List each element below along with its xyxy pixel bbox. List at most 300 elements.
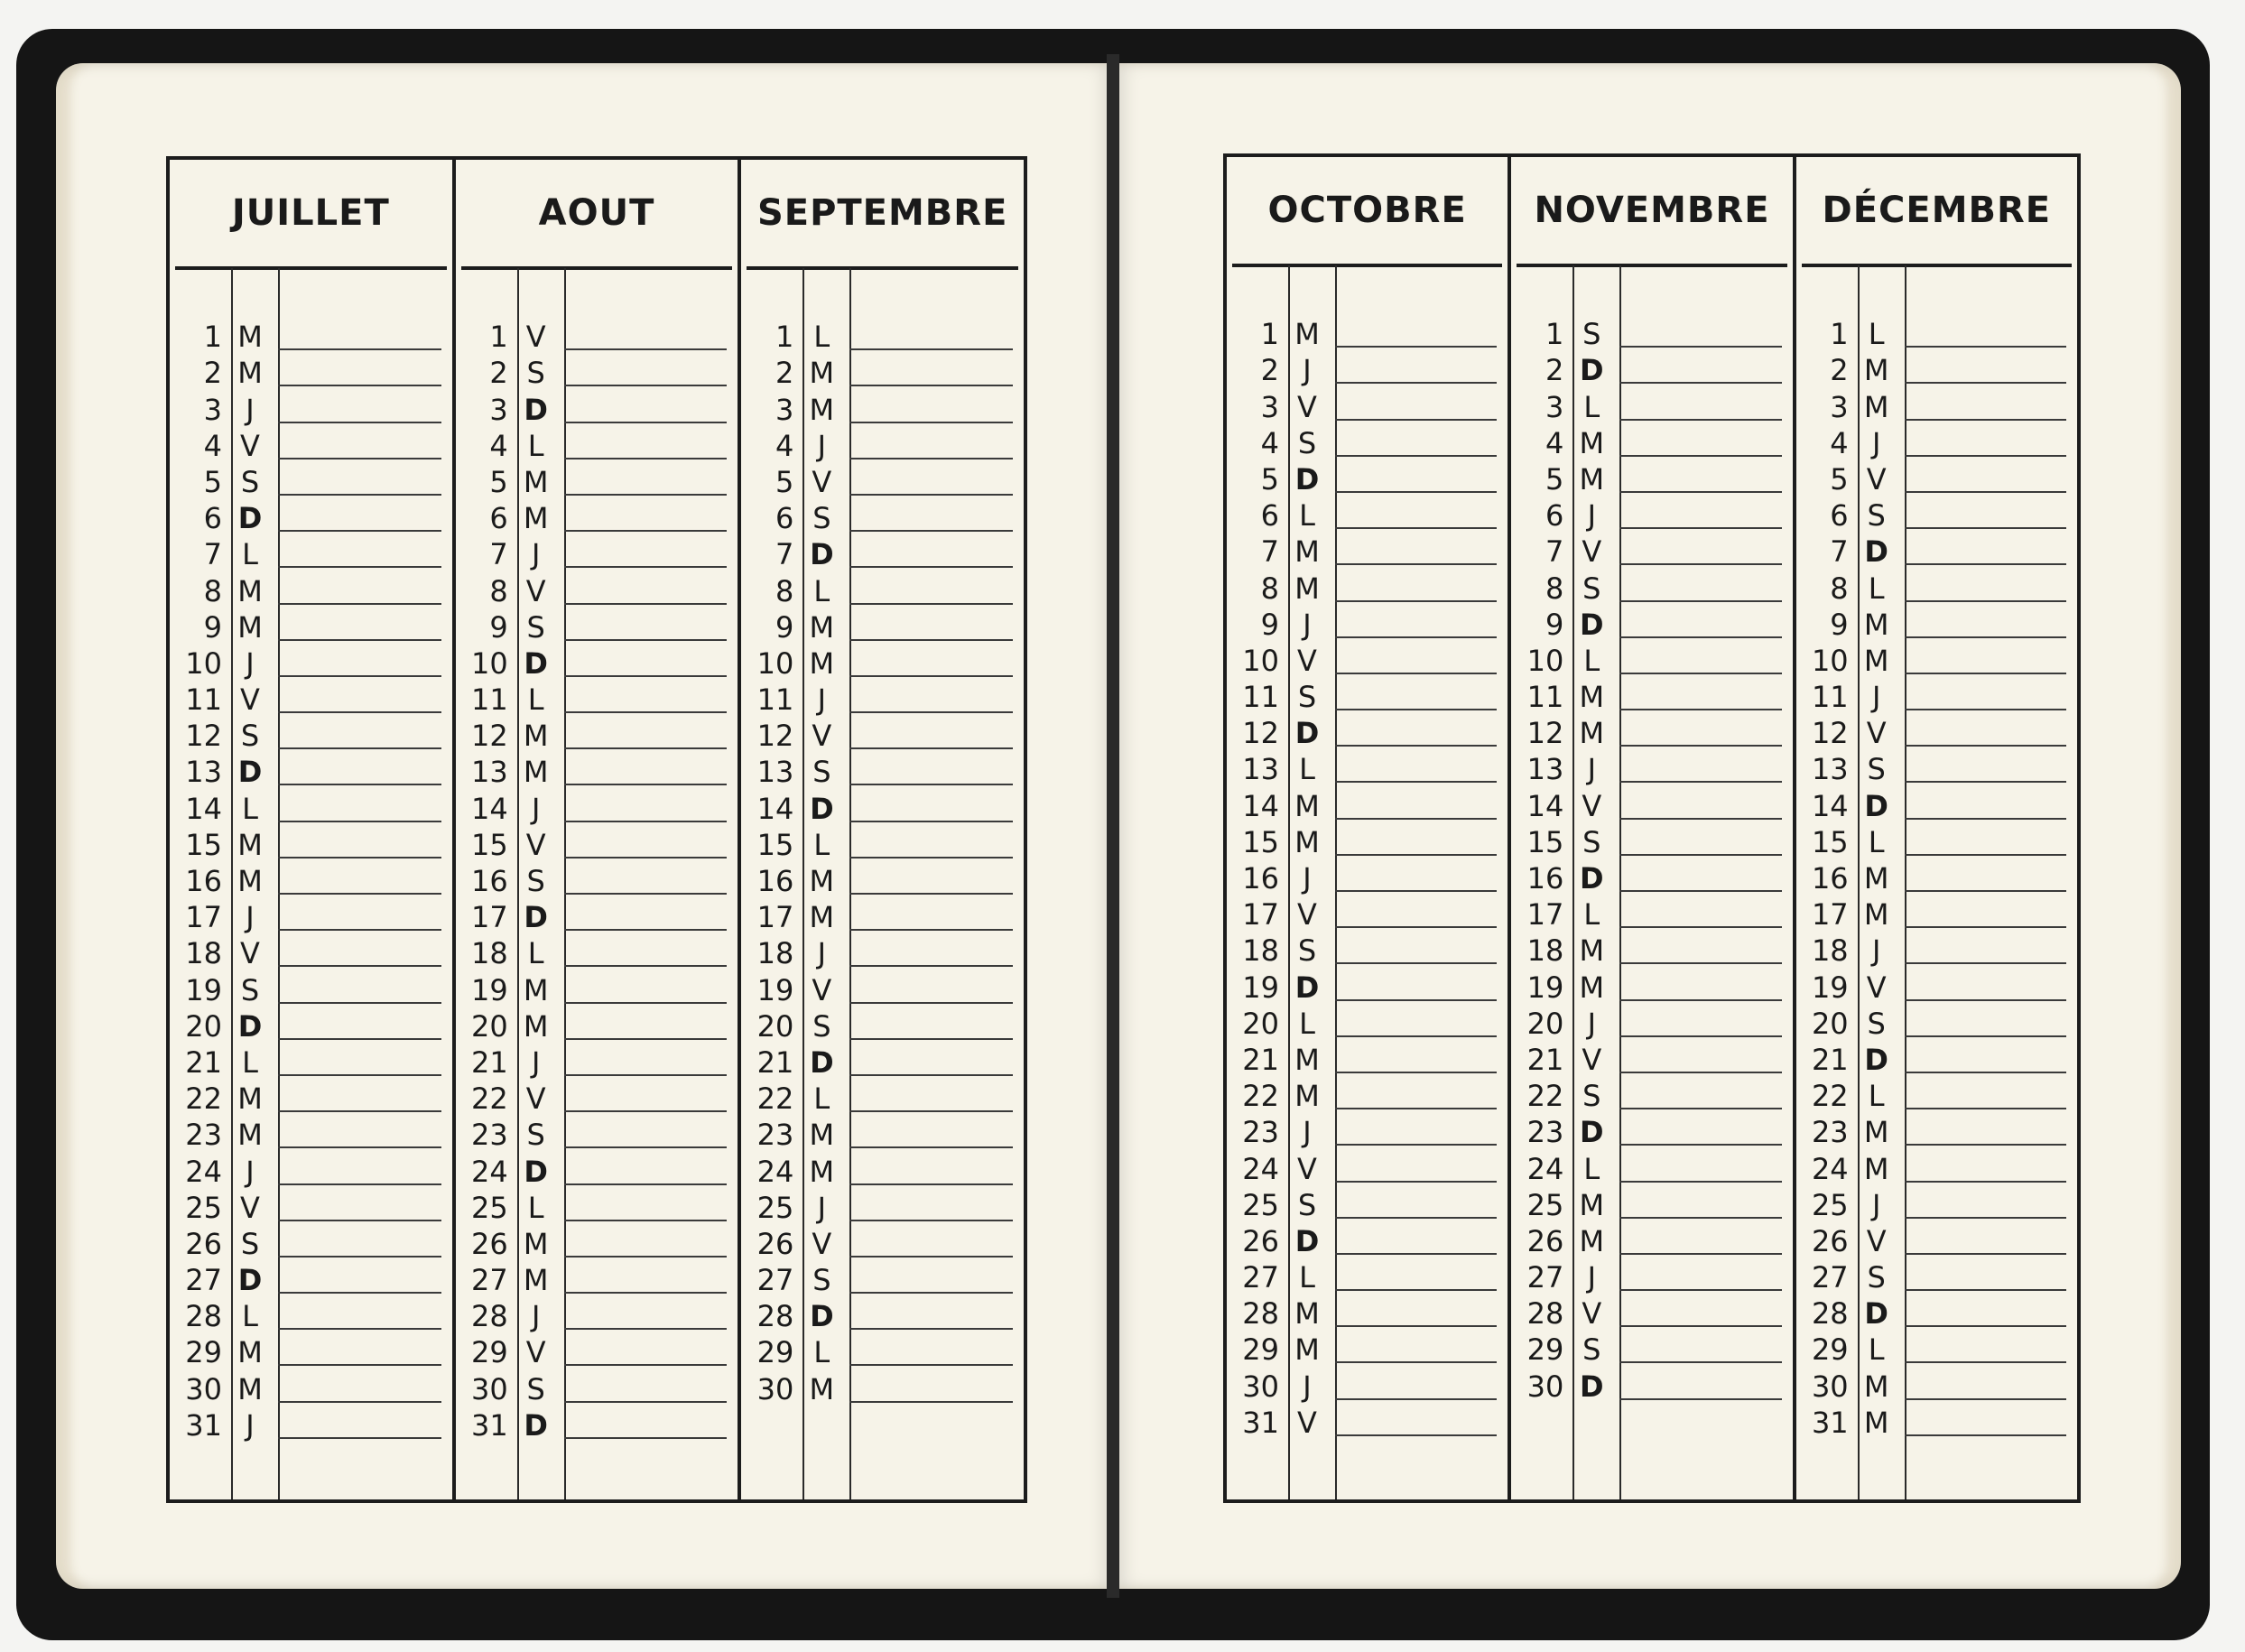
month-column [1511,157,1795,1499]
day-number: 9 [1260,607,1279,642]
day-row [741,427,1024,463]
note-line[interactable] [564,639,728,641]
note-line[interactable] [849,929,1013,931]
note-line[interactable] [564,1110,728,1112]
day-row [1796,533,2077,569]
note-line[interactable] [1905,781,2066,783]
note-line[interactable] [849,1364,1013,1366]
note-line[interactable] [1619,962,1781,964]
note-line[interactable] [564,1256,728,1258]
note-line[interactable] [849,1002,1013,1004]
note-line[interactable] [849,639,1013,641]
day-row [1511,497,1792,533]
note-line[interactable] [1335,745,1497,747]
note-line[interactable] [849,385,1013,386]
note-line[interactable] [278,530,441,532]
weekday-letter: M [237,609,263,645]
day-number: 27 [1526,1260,1564,1295]
day-number: 19 [756,972,794,1007]
weekday-letter: V [812,972,832,1007]
note-line[interactable] [1905,600,2066,602]
note-line[interactable] [849,566,1013,568]
note-line[interactable] [1619,600,1781,602]
day-row [1511,1186,1792,1222]
weekday-letter: L [1868,571,1885,606]
note-line[interactable] [278,1110,441,1112]
note-line[interactable] [564,348,728,350]
day-number: 15 [1526,824,1564,859]
note-line[interactable] [1335,999,1497,1001]
weekday-letter: M [1863,897,1889,933]
note-line[interactable] [278,1256,441,1258]
day-row [1227,497,1507,533]
note-line[interactable] [1905,673,2066,674]
month-title: DÉCEMBRE [1802,157,2072,267]
note-line[interactable] [278,821,441,822]
day-number: 30 [470,1371,508,1406]
note-line[interactable] [849,422,1013,423]
note-line[interactable] [1905,1072,2066,1073]
month-column [741,160,1024,1499]
day-row [741,681,1024,717]
weekday-letter: V [1297,643,1317,678]
note-line[interactable] [1619,491,1781,493]
note-line[interactable] [1619,1181,1781,1183]
day-number: 29 [1811,1332,1849,1368]
note-line[interactable] [1335,1325,1497,1327]
weekday-letter: M [237,1335,263,1370]
weekday-letter: M [237,827,263,862]
day-number: 4 [1830,425,1849,460]
note-line[interactable] [564,1002,728,1004]
day-row [456,463,738,499]
note-line[interactable] [564,530,728,532]
day-row [170,645,452,681]
note-line[interactable] [1335,346,1497,348]
note-line[interactable] [1619,890,1781,892]
note-line[interactable] [1905,1108,2066,1109]
note-line[interactable] [1335,818,1497,820]
note-line[interactable] [278,711,441,713]
note-line[interactable] [278,458,441,459]
day-row [170,1261,452,1297]
note-line[interactable] [1905,1217,2066,1219]
note-line[interactable] [1619,854,1781,856]
note-line[interactable] [1905,491,2066,493]
note-line[interactable] [564,1183,728,1185]
note-line[interactable] [1619,455,1781,457]
note-line[interactable] [1619,346,1781,348]
note-line[interactable] [849,821,1013,822]
note-line[interactable] [564,494,728,496]
note-line[interactable] [1619,1253,1781,1255]
weekday-letter: L [527,1190,544,1225]
note-line[interactable] [1619,1035,1781,1037]
weekday-letter: L [1868,1332,1885,1368]
day-number: 28 [470,1299,508,1334]
note-line[interactable] [278,893,441,895]
note-line[interactable] [1905,1253,2066,1255]
note-line[interactable] [278,1002,441,1004]
day-number: 28 [185,1299,222,1334]
note-line[interactable] [564,821,728,822]
note-line[interactable] [1619,527,1781,529]
day-row [1511,823,1792,859]
note-line[interactable] [278,784,441,785]
note-line[interactable] [1905,1325,2066,1327]
note-line[interactable] [1335,962,1497,964]
day-number: 30 [1526,1369,1564,1404]
note-line[interactable] [278,1074,441,1076]
note-line[interactable] [564,566,728,568]
note-line[interactable] [1335,1217,1497,1219]
weekday-letter: J [531,1044,541,1080]
note-line[interactable] [849,1074,1013,1076]
note-line[interactable] [1335,527,1497,529]
day-row [170,789,452,825]
note-line[interactable] [1905,419,2066,421]
note-line[interactable] [1619,1217,1781,1219]
day-number: 11 [470,682,508,718]
day-row [1227,786,1507,822]
note-line[interactable] [1619,999,1781,1001]
note-line[interactable] [849,1401,1013,1403]
note-line[interactable] [1335,600,1497,602]
note-line[interactable] [564,711,728,713]
day-row [456,608,738,645]
day-row [456,934,738,970]
note-line[interactable] [1905,1434,2066,1436]
note-line[interactable] [1335,382,1497,384]
day-row [170,1225,452,1261]
weekday-letter: L [813,573,830,608]
note-line[interactable] [564,857,728,858]
note-line[interactable] [1905,346,2066,348]
day-number: 13 [1242,752,1279,787]
weekday-letter: L [813,1335,830,1370]
weekday-letter: M [237,573,263,608]
weekday-letter: D [1580,1115,1604,1150]
note-line[interactable] [564,965,728,967]
day-row [456,681,738,717]
note-line[interactable] [1335,1181,1497,1183]
note-line[interactable] [849,348,1013,350]
note-line[interactable] [1335,1434,1497,1436]
day-row [741,717,1024,753]
day-row [1796,351,2077,387]
note-line[interactable] [849,893,1013,895]
day-number: 29 [1242,1332,1279,1368]
note-line[interactable] [1619,818,1781,820]
note-line[interactable] [564,1074,728,1076]
note-line[interactable] [564,1328,728,1330]
weekday-letter: J [1303,353,1312,388]
note-line[interactable] [849,530,1013,532]
day-row [1227,932,1507,968]
day-number: 22 [1526,1079,1564,1114]
note-line[interactable] [278,1146,441,1148]
day-number: 23 [470,1118,508,1153]
weekday-letter: S [812,755,831,790]
note-line[interactable] [1619,673,1781,674]
day-number: 21 [1811,1042,1849,1077]
weekday-letter: J [246,1154,255,1189]
note-line[interactable] [1335,1072,1497,1073]
note-line[interactable] [1619,1108,1781,1109]
note-line[interactable] [1905,1181,2066,1183]
note-line[interactable] [849,1146,1013,1148]
note-line[interactable] [1905,382,2066,384]
weekday-letter: J [531,791,541,826]
note-line[interactable] [1619,419,1781,421]
note-line[interactable] [564,1437,728,1439]
note-line[interactable] [278,494,441,496]
note-line[interactable] [1335,1108,1497,1109]
weekday-letter: M [1579,716,1605,751]
note-line[interactable] [1335,926,1497,928]
note-line[interactable] [849,1220,1013,1221]
weekday-letter: J [817,1190,827,1225]
note-line[interactable] [278,1328,441,1330]
day-row [1796,823,2077,859]
note-line[interactable] [1619,745,1781,747]
note-line[interactable] [1905,563,2066,565]
note-line[interactable] [1335,419,1497,421]
note-line[interactable] [849,1256,1013,1258]
note-line[interactable] [564,1292,728,1294]
note-line[interactable] [849,965,1013,967]
note-line[interactable] [1335,636,1497,638]
day-list [1227,315,1507,1440]
day-row [741,1369,1024,1406]
note-line[interactable] [564,893,728,895]
note-line[interactable] [849,458,1013,459]
note-line[interactable] [1619,1398,1781,1400]
note-line[interactable] [564,1038,728,1040]
note-line[interactable] [1619,781,1781,783]
note-line[interactable] [1335,1144,1497,1146]
note-line[interactable] [1335,781,1497,783]
note-line[interactable] [278,603,441,605]
note-line[interactable] [1619,382,1781,384]
note-line[interactable] [1335,1253,1497,1255]
day-row [456,318,738,354]
day-number: 7 [1830,534,1849,570]
day-number: 13 [1526,752,1564,787]
weekday-letter: V [1582,1296,1602,1332]
day-number: 8 [203,573,222,608]
note-line[interactable] [1905,527,2066,529]
note-line[interactable] [1905,1398,2066,1400]
day-number: 31 [1811,1405,1849,1440]
day-row [1227,1404,1507,1440]
note-line[interactable] [564,1220,728,1221]
weekday-letter: D [1580,353,1604,388]
weekday-letter: M [237,320,263,355]
weekday-letter: S [526,1118,545,1153]
day-row [456,717,738,753]
note-line[interactable] [278,1038,441,1040]
note-line[interactable] [1619,1361,1781,1363]
note-line[interactable] [278,348,441,350]
note-line[interactable] [1335,455,1497,457]
day-row [741,753,1024,789]
day-number: 23 [1811,1115,1849,1150]
day-row [170,571,452,608]
note-line[interactable] [1905,1144,2066,1146]
note-line[interactable] [564,675,728,677]
note-line[interactable] [1905,854,2066,856]
note-line[interactable] [1905,999,2066,1001]
weekday-letter: D [810,1299,834,1334]
note-line[interactable] [1619,563,1781,565]
note-line[interactable] [1905,1289,2066,1291]
day-number: 18 [185,936,222,971]
day-number: 25 [1242,1187,1279,1222]
note-line[interactable] [1335,1361,1497,1363]
note-line[interactable] [849,1038,1013,1040]
note-line[interactable] [1335,854,1497,856]
note-line[interactable] [278,1183,441,1185]
day-row [170,934,452,970]
day-number: 29 [756,1335,794,1370]
note-line[interactable] [278,566,441,568]
weekday-letter: M [1294,788,1320,823]
weekday-letter: M [1579,1223,1605,1258]
note-line[interactable] [1905,455,2066,457]
note-line[interactable] [1619,636,1781,638]
note-line[interactable] [1905,890,2066,892]
weekday-letter: V [1297,389,1317,424]
note-line[interactable] [849,711,1013,713]
day-number: 11 [756,682,794,718]
note-line[interactable] [278,675,441,677]
note-line[interactable] [278,1364,441,1366]
day-row [170,1297,452,1333]
note-line[interactable] [278,965,441,967]
note-line[interactable] [849,1183,1013,1185]
note-line[interactable] [1905,1035,2066,1037]
note-line[interactable] [1335,563,1497,565]
note-line[interactable] [1619,1072,1781,1073]
note-line[interactable] [849,603,1013,605]
note-line[interactable] [1905,962,2066,964]
note-line[interactable] [564,458,728,459]
day-number: 28 [1242,1296,1279,1332]
day-row [170,1080,452,1116]
note-line[interactable] [1905,1361,2066,1363]
weekday-letter: S [1582,1332,1601,1368]
weekday-letter: M [1863,1115,1889,1150]
note-line[interactable] [849,1328,1013,1330]
day-row [1227,1041,1507,1077]
note-line[interactable] [1335,673,1497,674]
weekday-letter: M [1294,824,1320,859]
note-line[interactable] [564,747,728,749]
note-line[interactable] [564,1146,728,1148]
note-line[interactable] [1335,890,1497,892]
note-line[interactable] [849,675,1013,677]
weekday-letter: L [527,428,544,463]
note-line[interactable] [1905,818,2066,820]
day-number: 12 [1811,716,1849,751]
note-line[interactable] [1905,926,2066,928]
day-row [741,1116,1024,1152]
note-line[interactable] [849,494,1013,496]
note-line[interactable] [564,422,728,423]
note-line[interactable] [564,603,728,605]
note-line[interactable] [564,1364,728,1366]
note-line[interactable] [849,1110,1013,1112]
day-number: 31 [470,1407,508,1443]
note-line[interactable] [564,1401,728,1403]
note-line[interactable] [564,784,728,785]
weekday-letter: V [1866,1223,1887,1258]
note-line[interactable] [278,857,441,858]
note-line[interactable] [849,747,1013,749]
day-number: 17 [185,900,222,935]
note-line[interactable] [1335,1289,1497,1291]
note-line[interactable] [564,385,728,386]
note-line[interactable] [849,784,1013,785]
note-line[interactable] [278,385,441,386]
weekday-letter: L [242,537,258,572]
day-number: 2 [1830,353,1849,388]
day-row [1511,315,1792,351]
note-line[interactable] [278,639,441,641]
note-line[interactable] [1335,1398,1497,1400]
weekday-letter: L [1583,643,1600,678]
weekday-letter: S [1297,933,1317,969]
weekday-letter: J [1303,1369,1312,1404]
day-number: 12 [185,719,222,754]
note-line[interactable] [1619,1325,1781,1327]
day-row [170,1369,452,1406]
day-number: 7 [1260,534,1279,570]
note-line[interactable] [564,929,728,931]
month-column [456,160,742,1499]
day-row [456,1333,738,1369]
note-line[interactable] [1335,491,1497,493]
note-line[interactable] [1619,1144,1781,1146]
weekday-letter: L [527,682,544,718]
note-line[interactable] [1619,709,1781,710]
day-number: 14 [1242,788,1279,823]
day-row [170,1007,452,1044]
note-line[interactable] [1905,709,2066,710]
note-line[interactable] [278,1292,441,1294]
day-row [1227,533,1507,569]
note-line[interactable] [1619,926,1781,928]
note-line[interactable] [1619,1289,1781,1291]
note-line[interactable] [278,929,441,931]
note-line[interactable] [278,422,441,423]
note-line[interactable] [1905,636,2066,638]
note-line[interactable] [278,1220,441,1221]
note-line[interactable] [1335,709,1497,710]
weekday-letter: D [1864,1296,1888,1332]
day-number: 28 [756,1299,794,1334]
note-line[interactable] [278,1437,441,1439]
note-line[interactable] [278,1401,441,1403]
note-line[interactable] [849,1292,1013,1294]
note-line[interactable] [849,857,1013,858]
note-line[interactable] [1905,745,2066,747]
weekday-letter: J [246,1407,255,1443]
note-line[interactable] [1335,1035,1497,1037]
note-line[interactable] [278,747,441,749]
day-number: 8 [775,573,794,608]
